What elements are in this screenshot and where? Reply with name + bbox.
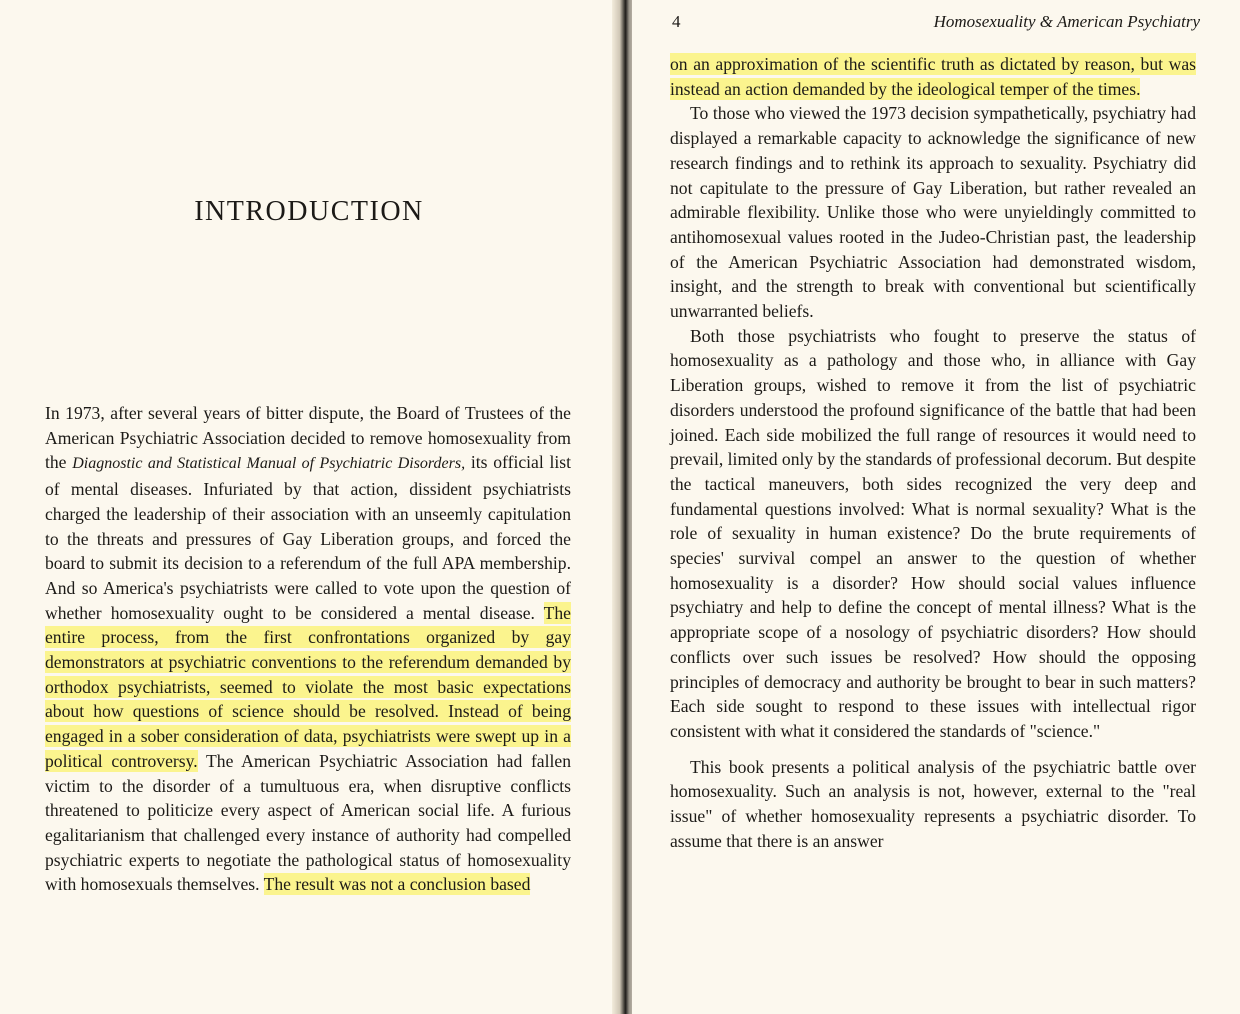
paragraph: This book presents a political analysis of the psychiatric battle over homosexuality. Such an analysis is not, however, external to the "real issue" of whether homosexuality represents a psychiatric disorder. To assume that there is an answer [670, 756, 1196, 851]
highlighted-passage: The result was not a conclusion based [263, 874, 531, 895]
right-body-text [670, 52, 1196, 854]
text-run: In 1973, after several years of bitter dispute, the Board of Trustees of the American Psychiatric Association decided to remove homosexuality from the [45, 403, 571, 473]
page-number: 4 [672, 12, 681, 31]
highlighted-passage: on an approximation of the scientific truth as dictated by reason, but was instead an action demanded by the ideological temper of the times. [670, 54, 1196, 99]
left-body-text [45, 401, 571, 897]
manual-title: Diagnostic and Statistical Manual of Psychiatric Disorders, [72, 455, 466, 473]
running-head: Homosexuality & American Psychiatry [933, 12, 1200, 31]
chapter-title: INTRODUCTION [194, 196, 424, 227]
highlighted-passage: The entire process, from the first confrontations organized by gay demonstrators at psychiatric conventions to the referendum demanded by orthodox psychiatrists, seemed to violate the most basic expectations about how questions of science should be resolved. Instead of being engaged in a sober consideration of data, psychiatrists were swept up in a political controversy. [45, 602, 571, 771]
text-run: The American Psychiatric Association had fallen victim to the disorder of a tumultuous era, when disruptive conflicts threatened to politicize every aspect of American social life. A furious egalitarianism that challenged every instance of authority had compelled psychiatric experts to negotiate the pathological status of homosexuality with homosexuals themselves. [45, 750, 571, 895]
intro-paragraph [45, 401, 571, 897]
continued-paragraph [670, 52, 1196, 101]
paragraph: To those who viewed the 1973 decision sympathetically, psychiatry had displayed a remarkable capacity to acknowledge the significance of new research findings and to rethink its approach to sexuality. Psychiatry did not capitulate to the pressure of Gay Liberation, but rather revealed an admirable flexibility. Unlike those who were unyieldingly committed to antihomosexual values rooted in the Judeo-Christian past, the leadership of the American Psychiatric Association had demonstrated wisdom, insight, and the strength to break with conventional but scientifically unwarranted beliefs. [670, 103, 1196, 322]
text-run: its official list of mental diseases. Infuriated by that action, dissident psychiatrists charged the leadership of their association with an unseemly capitulation to the threats and pressures of Gay Liberation groups, and forced the board to submit its decision to a referendum of the full APA membership. And so America's psychiatrists were called to vote upon the question of whether homosexuality ought to be considered a mental disease. [45, 452, 571, 623]
right-page [632, 0, 1240, 1014]
paragraph: Both those psychiatrists who fought to preserve the status of homosexuality as a pathology and those who, in alliance with Gay Liberation groups, wished to remove it from the list of psychiatric disorders understood the profound significance of the battle that had been joined. Each side mobilized the full range of resources it would need to prevail, limited only by the standards of professional decorum. But despite the tactical maneuvers, both sides recognized the very deep and fundamental questions involved: What is normal sexuality? What is the role of sexuality in human existence? Do the brute requirements of species' survival compel an answer to the question of whether homosexuality is a disorder? How should social values influence psychiatry and help to define the concept of mental illness? What is the appropriate scope of a nosology of psychiatric disorders? How should conflicts over such issues be resolved? How should the opposing principles of democracy and authority be brought to bear in such matters? Each side sought to respond to these issues with intellectual rigor consistent with what it considered the standards of "science." [670, 325, 1196, 741]
left-page [0, 0, 618, 1014]
